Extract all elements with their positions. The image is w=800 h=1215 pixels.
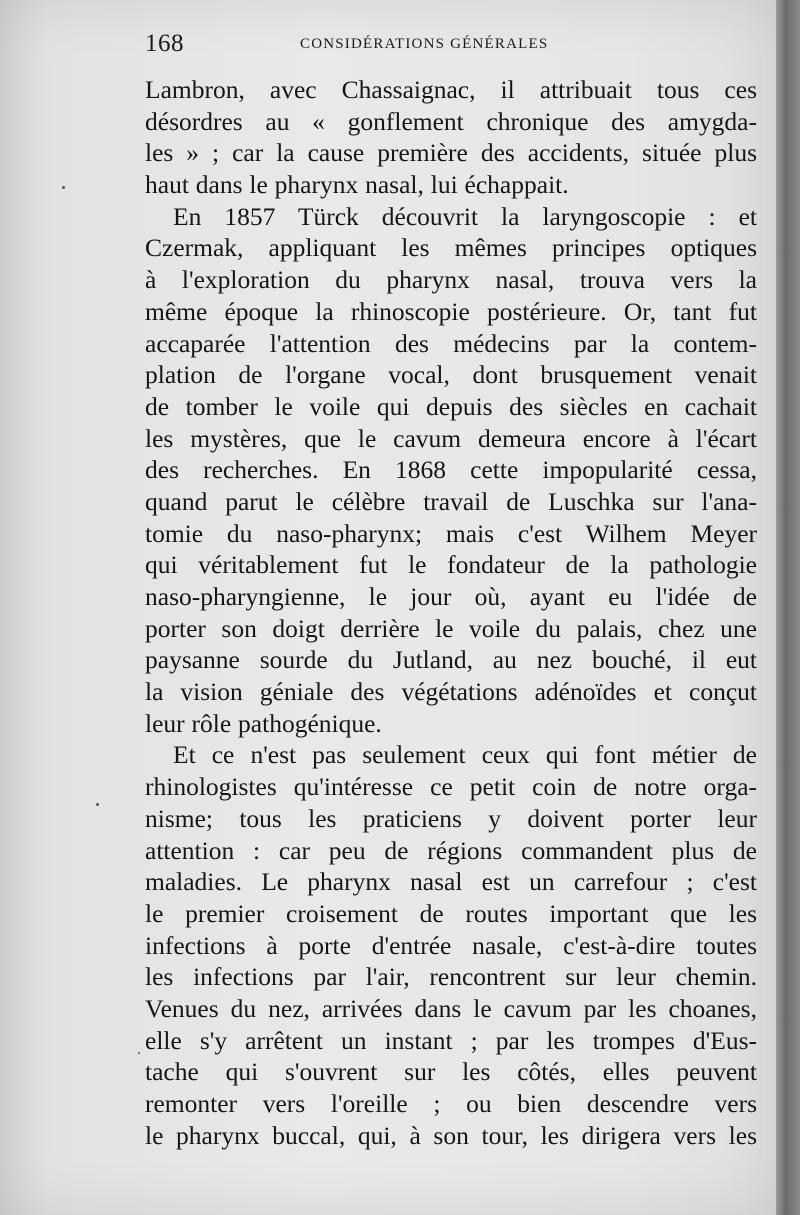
text-line: Lambron, avec Chassaignac, il attribuait tous ces — [145, 75, 757, 104]
text-line: désordres au « gonflement chronique des amygda- — [145, 106, 757, 136]
text-line: porter son doigt derrière le voile du palais, chez une — [145, 613, 757, 643]
text-line: haut dans le pharynx nasal, lui échappait. — [145, 170, 569, 200]
text-line: des recherches. En 1868 cette impopularité cessa, — [145, 455, 757, 485]
text-line: tomie du naso-pharynx; mais c'est Wilhem Meyer — [145, 518, 757, 548]
text-line: naso-pharyngienne, le jour où, ayant eu l'idée de — [145, 582, 757, 611]
running-head: CONSIDÉRATIONS GÉNÉRALES — [300, 36, 549, 52]
text-line: leur rôle pathogénique. — [145, 708, 382, 738]
text-line: nisme; tous les praticiens y doivent porter leur — [145, 803, 757, 833]
paragraph-first-line: Et ce n'est pas seulement ceux qui font métier de — [173, 740, 757, 770]
text-line: les » ; car la cause première des accidents, située plus — [145, 138, 757, 168]
text-line: maladies. Le pharynx nasal est un carrefour ; c'est — [145, 867, 757, 897]
text-line: même époque la rhinoscopie postérieure. Or, tant fut — [145, 296, 757, 326]
body-text — [145, 74, 757, 1151]
text-line: qui véritablement fut le fondateur de la pathologie — [145, 550, 757, 580]
text-line: infections à porte d'entrée nasale, c'est-à-dire toutes — [145, 930, 757, 960]
text-line: les mystères, que le cavum demeura encore à l'écart — [145, 423, 757, 453]
paper-speck — [138, 1052, 140, 1054]
text-line: de tomber le voile qui depuis des siècles en cachait — [145, 391, 757, 421]
text-line: elle s'y arrêtent un instant ; par les trompes d'Eus- — [145, 1025, 757, 1055]
text-line: les infections par l'air, rencontrent sur leur chemin. — [145, 962, 757, 992]
text-line: paysanne sourde du Jutland, au nez bouché, il eut — [145, 645, 757, 675]
text-line: le premier croisement de routes important que les — [145, 898, 757, 928]
text-line: Czermak, appliquant les mêmes principes optiques — [145, 233, 757, 263]
page-number: 168 — [145, 30, 184, 57]
text-line: à l'exploration du pharynx nasal, trouva vers la — [145, 265, 757, 295]
page-edge-shadow — [776, 0, 800, 1215]
paper-speck — [62, 186, 65, 189]
text-line: la vision géniale des végétations adénoïdes et conçut — [145, 677, 757, 707]
paper-speck — [96, 803, 99, 806]
text-line: remonter vers l'oreille ; ou bien descendre vers — [145, 1089, 757, 1118]
text-line: le pharynx buccal, qui, à son tour, les dirigera vers les — [145, 1120, 757, 1150]
text-line: quand parut le célèbre travail de Luschka sur l'ana- — [145, 486, 757, 516]
text-line: tache qui s'ouvrent sur les côtés, elles peuvent — [145, 1057, 757, 1087]
page-header — [145, 30, 745, 66]
paragraph-first-line: En 1857 Türck découvrit la laryngoscopie : et — [173, 201, 757, 231]
text-line: attention : car peu de régions commandent plus de — [145, 835, 757, 865]
text-line: Venues du nez, arrivées dans le cavum par les choanes, — [145, 993, 757, 1023]
text-line: rhinologistes qu'intéresse ce petit coin de notre orga- — [145, 772, 757, 802]
text-line: plation de l'organe vocal, dont brusquement venait — [145, 360, 757, 390]
text-line: accaparée l'attention des médecins par la contem- — [145, 328, 757, 358]
